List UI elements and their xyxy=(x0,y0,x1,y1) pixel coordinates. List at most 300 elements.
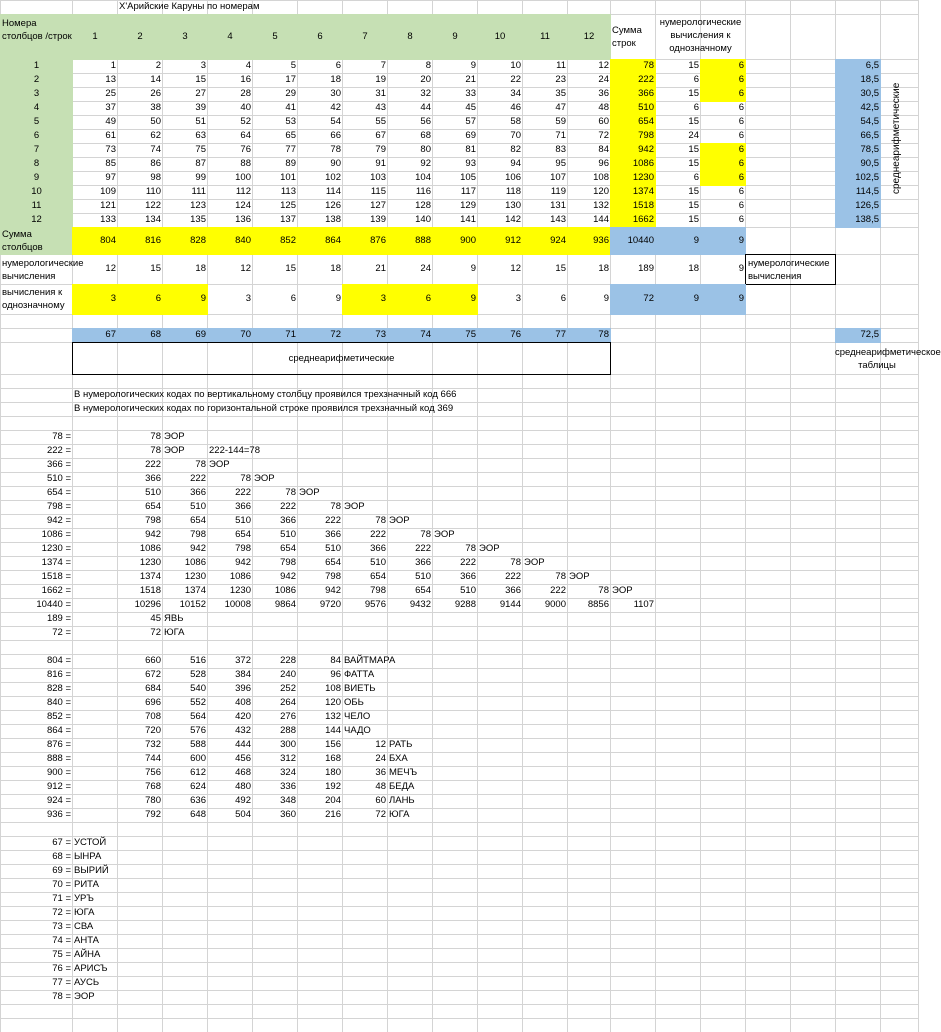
colsum-value[interactable]: 744 xyxy=(145,753,161,764)
data-cell[interactable]: 20 xyxy=(420,74,431,85)
data-cell[interactable]: 105 xyxy=(460,172,476,183)
decomp-value[interactable]: 510 xyxy=(415,571,431,582)
row-numerology[interactable]: 15 xyxy=(688,200,699,211)
data-cell[interactable]: 98 xyxy=(150,172,161,183)
colsum-value[interactable]: 36 xyxy=(375,767,386,778)
name-word[interactable]: АРИСЪ xyxy=(74,963,108,974)
data-cell[interactable]: 85 xyxy=(105,158,116,169)
data-cell[interactable]: 83 xyxy=(555,144,566,155)
decomp-value[interactable]: 798 xyxy=(145,515,161,526)
row-numerology-single[interactable]: 6 xyxy=(700,157,746,172)
col-header[interactable]: 7 xyxy=(342,14,388,60)
decomp-value[interactable]: 1230 xyxy=(139,557,161,568)
data-cell[interactable]: 125 xyxy=(280,200,296,211)
colsum-value[interactable]: 408 xyxy=(235,697,251,708)
decomp-value[interactable]: 510 xyxy=(325,543,341,554)
col-header[interactable]: 3 xyxy=(162,14,208,60)
colsum-label[interactable]: 816 = xyxy=(46,669,71,680)
decomp-word[interactable]: 222-144=78 xyxy=(209,445,260,456)
data-cell[interactable]: 133 xyxy=(100,214,116,225)
colsum-value[interactable]: 468 xyxy=(235,767,251,778)
name-label[interactable]: 67 = xyxy=(52,837,71,848)
decomp-label[interactable]: 72 = xyxy=(52,627,71,638)
col-numerology[interactable]: 12 xyxy=(105,263,116,274)
data-cell[interactable]: 34 xyxy=(510,88,521,99)
colsum-value[interactable]: 204 xyxy=(325,795,341,806)
row-numerology-single[interactable]: 6 xyxy=(738,116,744,127)
data-cell[interactable]: 90 xyxy=(330,158,341,169)
data-cell[interactable]: 143 xyxy=(550,214,566,225)
data-cell[interactable]: 46 xyxy=(510,102,521,113)
name-label[interactable]: 70 = xyxy=(52,879,71,890)
colsum-value[interactable]: 612 xyxy=(190,767,206,778)
colsum-value[interactable]: 540 xyxy=(190,683,206,694)
colsum-value[interactable]: 720 xyxy=(145,725,161,736)
col-average[interactable]: 69 xyxy=(162,328,208,343)
data-cell[interactable]: 4 xyxy=(245,60,251,71)
name-word[interactable]: РИТА xyxy=(74,879,99,890)
col-numerology[interactable]: 15 xyxy=(150,263,161,274)
colsum-word[interactable]: ЧАДО xyxy=(344,725,371,736)
name-label[interactable]: 78 = xyxy=(52,991,71,1002)
colsum-value[interactable]: 600 xyxy=(190,753,206,764)
name-label[interactable]: 72 = xyxy=(52,907,71,918)
data-cell[interactable]: 31 xyxy=(375,88,386,99)
colsum-value[interactable]: 672 xyxy=(145,669,161,680)
decomp-value[interactable]: 366 xyxy=(280,515,296,526)
decomp-label[interactable]: 189 = xyxy=(46,613,71,624)
colsum-value[interactable]: 132 xyxy=(325,711,341,722)
data-cell[interactable]: 6 xyxy=(335,60,341,71)
decomp-value[interactable]: 654 xyxy=(145,501,161,512)
colsum-value[interactable]: 360 xyxy=(280,809,296,820)
colsum-value[interactable]: 456 xyxy=(235,753,251,764)
colsum-value[interactable]: 792 xyxy=(145,809,161,820)
data-cell[interactable]: 63 xyxy=(195,130,206,141)
colsum-value[interactable]: 72 xyxy=(375,809,386,820)
data-cell[interactable]: 61 xyxy=(105,130,116,141)
numerology-side-label[interactable]: нумерологические вычисления xyxy=(745,254,836,285)
decomp-value[interactable]: 78 xyxy=(285,487,296,498)
decomp-value[interactable]: 10008 xyxy=(224,599,251,610)
data-cell[interactable]: 104 xyxy=(415,172,431,183)
decomp-value[interactable]: 798 xyxy=(325,571,341,582)
col-numerology[interactable]: 12 xyxy=(240,263,251,274)
row-numerology-single[interactable]: 6 xyxy=(700,59,746,74)
data-cell[interactable]: 87 xyxy=(195,158,206,169)
name-word[interactable]: АЙНА xyxy=(74,949,101,960)
data-cell[interactable]: 49 xyxy=(105,116,116,127)
decomp-word[interactable]: ЭОР xyxy=(299,487,320,498)
data-cell[interactable]: 120 xyxy=(593,186,609,197)
data-cell[interactable]: 51 xyxy=(195,116,206,127)
data-cell[interactable]: 70 xyxy=(510,130,521,141)
decomp-value[interactable]: 9864 xyxy=(274,599,296,610)
data-cell[interactable]: 88 xyxy=(240,158,251,169)
row-sum[interactable]: 78 xyxy=(610,59,656,74)
col-sum[interactable]: 924 xyxy=(522,227,568,255)
colsum-value[interactable]: 96 xyxy=(330,669,341,680)
decomp-word[interactable]: ЭОР xyxy=(479,543,500,554)
data-cell[interactable]: 119 xyxy=(550,186,566,197)
data-cell[interactable]: 36 xyxy=(598,88,609,99)
single-digit-row-label[interactable]: вычисления к однозначному xyxy=(2,287,65,311)
colsum-value[interactable]: 564 xyxy=(190,711,206,722)
col-numerology[interactable]: 18 xyxy=(330,263,341,274)
data-cell[interactable]: 25 xyxy=(105,88,116,99)
data-cell[interactable]: 50 xyxy=(150,116,161,127)
name-label[interactable]: 73 = xyxy=(52,921,71,932)
name-word[interactable]: АНТА xyxy=(74,935,100,946)
colsum-value[interactable]: 492 xyxy=(235,795,251,806)
decomp-value[interactable]: 366 xyxy=(325,529,341,540)
col-sum[interactable]: 828 xyxy=(162,227,208,255)
colsum-value[interactable]: 552 xyxy=(190,697,206,708)
decomp-value[interactable]: 78 xyxy=(330,501,341,512)
colsum-label[interactable]: 852 = xyxy=(46,711,71,722)
data-cell[interactable]: 96 xyxy=(598,158,609,169)
row-header[interactable]: 2 xyxy=(0,73,73,88)
name-label[interactable]: 68 = xyxy=(52,851,71,862)
col-numerology-single-total[interactable]: 72 xyxy=(610,284,656,315)
row-header[interactable]: 12 xyxy=(0,213,73,228)
name-label[interactable]: 76 = xyxy=(52,963,71,974)
decomp-word[interactable]: ЭОР xyxy=(612,585,633,596)
data-cell[interactable]: 58 xyxy=(510,116,521,127)
decomp-word[interactable]: ЭОР xyxy=(569,571,590,582)
decomp-value[interactable]: 78 xyxy=(150,431,161,442)
colsum-value[interactable]: 768 xyxy=(145,781,161,792)
decomp-label[interactable]: 510 = xyxy=(46,473,71,484)
data-cell[interactable]: 64 xyxy=(240,130,251,141)
data-cell[interactable]: 108 xyxy=(593,172,609,183)
data-cell[interactable]: 111 xyxy=(191,186,206,197)
decomp-value[interactable]: 942 xyxy=(280,571,296,582)
data-cell[interactable]: 132 xyxy=(593,200,609,211)
colsum-value[interactable]: 156 xyxy=(325,739,341,750)
data-cell[interactable]: 60 xyxy=(598,116,609,127)
name-word[interactable]: ВЫРИЙ xyxy=(74,865,109,876)
col-numerology[interactable]: 15 xyxy=(285,263,296,274)
name-word[interactable]: АУСЬ xyxy=(74,977,100,988)
decomp-value[interactable]: 654 xyxy=(280,543,296,554)
data-cell[interactable]: 66 xyxy=(330,130,341,141)
data-cell[interactable]: 117 xyxy=(460,186,476,197)
col-average[interactable]: 76 xyxy=(477,328,523,343)
decomp-value[interactable]: 654 xyxy=(235,529,251,540)
data-cell[interactable]: 100 xyxy=(235,172,251,183)
data-cell[interactable]: 10 xyxy=(510,60,521,71)
col-numerology[interactable]: 18 xyxy=(195,263,206,274)
colsum-label[interactable]: 900 = xyxy=(46,767,71,778)
data-cell[interactable]: 18 xyxy=(330,74,341,85)
name-word[interactable]: ЭОР xyxy=(74,991,95,1002)
decomp-value[interactable]: 1518 xyxy=(139,585,161,596)
decomp-value[interactable]: 9000 xyxy=(544,599,566,610)
data-cell[interactable]: 77 xyxy=(285,144,296,155)
colsum-value[interactable]: 276 xyxy=(280,711,296,722)
col-numerology[interactable]: 18 xyxy=(598,263,609,274)
name-word[interactable]: ЮГА xyxy=(74,907,95,918)
data-cell[interactable]: 9 xyxy=(470,60,476,71)
data-cell[interactable]: 123 xyxy=(190,200,206,211)
data-cell[interactable]: 3 xyxy=(200,60,206,71)
decomp-value[interactable]: 9720 xyxy=(319,599,341,610)
data-cell[interactable]: 106 xyxy=(505,172,521,183)
numerology-header[interactable]: нумерологические вычисления к однозначному xyxy=(659,17,742,54)
decomp-value[interactable]: 9288 xyxy=(454,599,476,610)
data-cell[interactable]: 140 xyxy=(415,214,431,225)
name-label[interactable]: 69 = xyxy=(52,865,71,876)
colsum-label[interactable]: 864 = xyxy=(46,725,71,736)
decomp-value[interactable]: 222 xyxy=(415,543,431,554)
row-average[interactable]: 6,5 xyxy=(835,59,881,74)
data-cell[interactable]: 134 xyxy=(145,214,161,225)
col-numerology-single[interactable]: 9 xyxy=(335,293,341,304)
decomp-value[interactable]: 45 xyxy=(150,613,161,624)
decomp-value[interactable]: 78 xyxy=(555,571,566,582)
data-cell[interactable]: 27 xyxy=(195,88,206,99)
name-word[interactable]: СВА xyxy=(74,921,94,932)
decomp-value[interactable]: 222 xyxy=(235,487,251,498)
colsum-word[interactable]: МЕЧЪ xyxy=(389,767,418,778)
col-sum[interactable]: 804 xyxy=(72,227,118,255)
note-666[interactable]: В нумерологических кодах по вертикальному столбцу проявился трехзначный код 666 xyxy=(74,389,457,400)
decomp-word[interactable]: ЮГА xyxy=(164,627,185,638)
data-cell[interactable]: 82 xyxy=(510,144,521,155)
data-cell[interactable]: 15 xyxy=(195,74,206,85)
row-numerology-single[interactable]: 6 xyxy=(700,171,746,186)
name-label[interactable]: 75 = xyxy=(52,949,71,960)
col-numerology-single[interactable]: 9 xyxy=(162,284,208,315)
colsum-value[interactable]: 240 xyxy=(280,669,296,680)
data-cell[interactable]: 53 xyxy=(285,116,296,127)
decomp-value[interactable]: 1107 xyxy=(633,599,654,610)
colsum-value[interactable]: 192 xyxy=(325,781,341,792)
row-average[interactable]: 114,5 xyxy=(835,185,881,200)
row-header[interactable]: 5 xyxy=(0,115,73,130)
decomp-value[interactable]: 366 xyxy=(415,557,431,568)
name-label[interactable]: 74 = xyxy=(52,935,71,946)
decomp-value[interactable]: 10296 xyxy=(134,599,161,610)
decomp-label[interactable]: 366 = xyxy=(46,459,71,470)
decomp-value[interactable]: 222 xyxy=(190,473,206,484)
col-header[interactable]: 4 xyxy=(207,14,253,60)
colsum-label[interactable]: 924 = xyxy=(46,795,71,806)
decomp-value[interactable]: 1086 xyxy=(229,571,251,582)
decomp-value[interactable]: 78 xyxy=(375,515,386,526)
decomp-value[interactable]: 78 xyxy=(465,543,476,554)
numerology-row-label[interactable]: нумерологические вычисления xyxy=(2,258,84,282)
row-header[interactable]: 10 xyxy=(0,185,73,200)
col-sum[interactable]: 936 xyxy=(567,227,611,255)
colsum-value[interactable]: 288 xyxy=(280,725,296,736)
data-cell[interactable]: 138 xyxy=(325,214,341,225)
corner-header[interactable]: Номера столбцов /строк xyxy=(0,14,73,60)
data-cell[interactable]: 28 xyxy=(240,88,251,99)
col-average-label[interactable]: среднеарифметические xyxy=(72,342,611,375)
colsum-value[interactable]: 684 xyxy=(145,683,161,694)
colsum-label[interactable]: 912 = xyxy=(46,781,71,792)
decomp-value[interactable]: 78 xyxy=(240,473,251,484)
data-cell[interactable]: 22 xyxy=(510,74,521,85)
data-cell[interactable]: 68 xyxy=(420,130,431,141)
col-sum[interactable]: 816 xyxy=(117,227,163,255)
colsum-word[interactable]: ВИЕТЬ xyxy=(344,683,376,694)
colsum-value[interactable]: 732 xyxy=(145,739,161,750)
decomp-value[interactable]: 366 xyxy=(505,585,521,596)
name-word[interactable]: УСТОЙ xyxy=(74,837,107,848)
decomp-word[interactable]: ЭОР xyxy=(209,459,230,470)
col-average[interactable]: 67 xyxy=(72,328,118,343)
col-header[interactable]: 10 xyxy=(477,14,523,60)
data-cell[interactable]: 47 xyxy=(555,102,566,113)
decomp-word[interactable]: ЭОР xyxy=(524,557,545,568)
colsum-value[interactable]: 216 xyxy=(325,809,341,820)
decomp-value[interactable]: 222 xyxy=(370,529,386,540)
colsum-value[interactable]: 48 xyxy=(375,781,386,792)
decomp-value[interactable]: 1086 xyxy=(139,543,161,554)
col-header[interactable]: 2 xyxy=(117,14,163,60)
col-numerology[interactable]: 24 xyxy=(420,263,431,274)
data-cell[interactable]: 103 xyxy=(370,172,386,183)
data-cell[interactable]: 129 xyxy=(460,200,476,211)
data-cell[interactable]: 29 xyxy=(285,88,296,99)
data-cell[interactable]: 37 xyxy=(105,102,116,113)
colsum-word[interactable]: ФАТТА xyxy=(344,669,375,680)
decomp-label[interactable]: 1086 = xyxy=(41,529,71,540)
decomp-value[interactable]: 798 xyxy=(370,585,386,596)
row-numerology[interactable]: 15 xyxy=(688,186,699,197)
decomp-value[interactable]: 78 xyxy=(150,445,161,456)
data-cell[interactable]: 11 xyxy=(556,60,566,71)
row-sum[interactable]: 222 xyxy=(610,73,656,88)
decomp-word[interactable]: ЭОР xyxy=(389,515,410,526)
row-numerology[interactable]: 6 xyxy=(693,74,699,85)
col-average[interactable]: 77 xyxy=(522,328,568,343)
decomp-value[interactable]: 510 xyxy=(190,501,206,512)
decomp-label[interactable]: 78 = xyxy=(52,431,71,442)
decomp-value[interactable]: 78 xyxy=(598,585,609,596)
data-cell[interactable]: 135 xyxy=(190,214,206,225)
data-cell[interactable]: 13 xyxy=(105,74,116,85)
row-header[interactable]: 3 xyxy=(0,87,73,102)
col-header[interactable]: 12 xyxy=(567,14,611,60)
data-cell[interactable]: 2 xyxy=(155,60,161,71)
colsum-value[interactable]: 180 xyxy=(325,767,341,778)
row-average[interactable]: 102,5 xyxy=(835,171,881,186)
row-sum[interactable]: 1518 xyxy=(610,199,656,214)
col-sum[interactable]: 876 xyxy=(342,227,388,255)
decomp-value[interactable]: 942 xyxy=(145,529,161,540)
col-sum[interactable]: 840 xyxy=(207,227,253,255)
col-average[interactable]: 72 xyxy=(297,328,343,343)
decomp-value[interactable]: 366 xyxy=(460,571,476,582)
colsum-value[interactable]: 780 xyxy=(145,795,161,806)
colsum-value[interactable]: 660 xyxy=(145,655,161,666)
name-label[interactable]: 71 = xyxy=(52,893,71,904)
data-cell[interactable]: 93 xyxy=(465,158,476,169)
data-cell[interactable]: 7 xyxy=(380,60,386,71)
decomp-value[interactable]: 222 xyxy=(280,501,296,512)
decomp-value[interactable]: 798 xyxy=(280,557,296,568)
colsum-value[interactable]: 504 xyxy=(235,809,251,820)
colsum-value[interactable]: 108 xyxy=(325,683,341,694)
row-average[interactable]: 138,5 xyxy=(835,213,881,228)
decomp-value[interactable]: 510 xyxy=(460,585,476,596)
row-average[interactable]: 42,5 xyxy=(835,101,881,116)
col-sum[interactable]: 888 xyxy=(387,227,433,255)
decomp-value[interactable]: 654 xyxy=(370,571,386,582)
data-cell[interactable]: 38 xyxy=(150,102,161,113)
col-header[interactable]: 9 xyxy=(432,14,478,60)
colsum-value[interactable]: 696 xyxy=(145,697,161,708)
decomp-label[interactable]: 942 = xyxy=(46,515,71,526)
table-average-label[interactable]: среднеарифметическое таблицы xyxy=(835,347,941,371)
colsum-word[interactable]: РАТЬ xyxy=(389,739,413,750)
decomp-value[interactable]: 798 xyxy=(235,543,251,554)
data-cell[interactable]: 14 xyxy=(150,74,161,85)
data-cell[interactable]: 136 xyxy=(235,214,251,225)
data-cell[interactable]: 62 xyxy=(150,130,161,141)
decomp-value[interactable]: 78 xyxy=(510,557,521,568)
data-cell[interactable]: 89 xyxy=(285,158,296,169)
colsum-value[interactable]: 432 xyxy=(235,725,251,736)
data-cell[interactable]: 35 xyxy=(555,88,566,99)
row-numerology[interactable]: 15 xyxy=(688,158,699,169)
data-cell[interactable]: 16 xyxy=(240,74,251,85)
row-numerology-single[interactable]: 6 xyxy=(700,87,746,102)
colsum-value[interactable]: 588 xyxy=(190,739,206,750)
decomp-value[interactable]: 942 xyxy=(235,557,251,568)
col-average[interactable]: 68 xyxy=(117,328,163,343)
row-average[interactable]: 18,5 xyxy=(835,73,881,88)
col-numerology[interactable]: 9 xyxy=(470,263,476,274)
colsum-word[interactable]: БЕДА xyxy=(389,781,415,792)
decomp-value[interactable]: 942 xyxy=(325,585,341,596)
data-cell[interactable]: 48 xyxy=(598,102,609,113)
data-cell[interactable]: 17 xyxy=(285,74,296,85)
decomp-label[interactable]: 1518 = xyxy=(41,571,71,582)
colsum-value[interactable]: 396 xyxy=(235,683,251,694)
data-cell[interactable]: 114 xyxy=(325,186,341,197)
row-header[interactable]: 11 xyxy=(0,199,73,214)
colsum-label[interactable]: 804 = xyxy=(46,655,71,666)
row-numerology[interactable]: 24 xyxy=(688,130,699,141)
row-header[interactable]: 8 xyxy=(0,157,73,172)
col-numerology-single-total[interactable]: 9 xyxy=(655,284,701,315)
total-numerology-single[interactable]: 9 xyxy=(700,227,746,255)
row-sum[interactable]: 1230 xyxy=(610,171,656,186)
data-cell[interactable]: 65 xyxy=(285,130,296,141)
decomp-value[interactable]: 78 xyxy=(420,529,431,540)
data-cell[interactable]: 130 xyxy=(505,200,521,211)
data-cell[interactable]: 71 xyxy=(555,130,566,141)
row-numerology[interactable]: 6 xyxy=(693,172,699,183)
data-cell[interactable]: 39 xyxy=(195,102,206,113)
decomp-label[interactable]: 222 = xyxy=(46,445,71,456)
colsum-value[interactable]: 168 xyxy=(325,753,341,764)
col-numerology-single[interactable]: 6 xyxy=(117,284,163,315)
decomp-value[interactable]: 222 xyxy=(145,459,161,470)
data-cell[interactable]: 24 xyxy=(598,74,609,85)
data-cell[interactable]: 80 xyxy=(420,144,431,155)
decomp-value[interactable]: 1086 xyxy=(274,585,296,596)
decomp-label[interactable]: 1374 = xyxy=(41,557,71,568)
data-cell[interactable]: 79 xyxy=(375,144,386,155)
row-header[interactable]: 7 xyxy=(0,143,73,158)
data-cell[interactable]: 127 xyxy=(370,200,386,211)
